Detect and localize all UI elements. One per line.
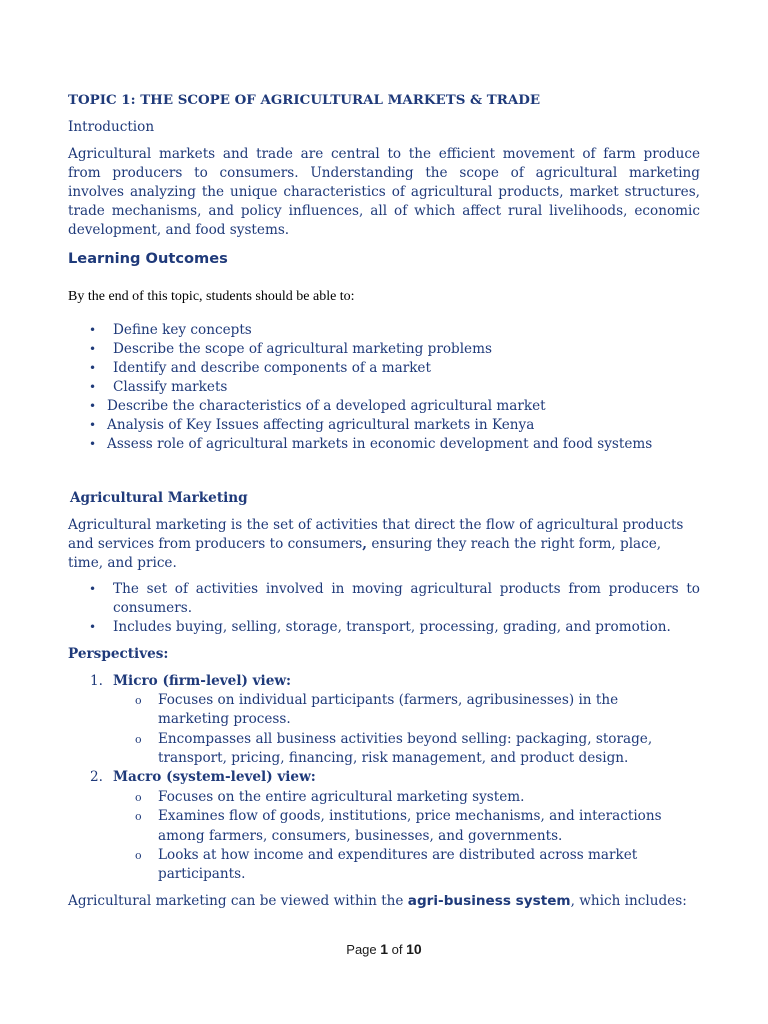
macro-view-label: Macro (system-level) view: [113,769,316,785]
bullet-icon: • [89,418,97,432]
intro-line: development, and food systems. [68,222,290,238]
sub-item: Focuses on individual participants (farmers, agribusinesses) in the [158,692,619,708]
circle-bullet-icon: o [135,694,142,707]
list-number: 1. [90,673,103,689]
list-item: Identify and describe components of a market [113,360,431,376]
sub-item: Focuses on the entire agricultural marketing system. [158,789,525,805]
sub-item: Looks at how income and expenditures are distributed across market [158,847,638,863]
bullet-icon: • [89,582,97,596]
list-number: 2. [90,769,103,785]
bullet-icon: • [89,437,97,451]
circle-bullet-icon: o [135,791,142,804]
bullet-icon: • [89,361,97,375]
intro-line: involves analyzing the unique characteristics of agricultural products, market structures, [68,184,700,200]
definition-line: and services from producers to consumers, ensuring they reach the right form, place, [68,536,662,552]
learning-lead: By the end of this topic, students should be able to: [68,289,355,304]
page-footer: Page 1 of 10 [346,941,422,957]
list-item: Classify markets [113,379,228,395]
intro-line: trade mechanisms, and policy influences, all of which affect rural livelihoods, economic [68,203,700,219]
micro-view-label: Micro (firm-level) view: [113,673,292,689]
list-item: Describe the scope of agricultural marketing problems [113,341,492,357]
circle-bullet-icon: o [135,810,142,823]
sub-item-continuation: among farmers, consumers, businesses, and governments. [158,828,563,844]
list-item: The set of activities involved in moving agricultural products from producers to [113,581,700,597]
agricultural-marketing-heading: Agricultural Marketing [70,490,248,506]
list-item: Define key concepts [113,322,252,338]
sub-item-continuation: participants. [158,866,246,882]
perspectives-label: Perspectives: [68,646,169,662]
list-item: Assess role of agricultural markets in economic development and food systems [107,436,653,452]
page-title: TOPIC 1: THE SCOPE OF AGRICULTURAL MARKETS & TRADE [68,92,541,108]
circle-bullet-icon: o [135,849,142,862]
sub-item-continuation: transport, pricing, financing, risk management, and product design. [158,750,629,766]
bullet-icon: • [89,620,97,634]
bullet-icon: • [89,323,97,337]
list-item-continuation: consumers. [113,600,193,616]
sub-item: Encompasses all business activities beyond selling: packaging, storage, [158,731,653,747]
list-item: Includes buying, selling, storage, transport, processing, grading, and promotion. [113,619,671,635]
list-item: Analysis of Key Issues affecting agricultural markets in Kenya [107,417,535,433]
intro-line: Agricultural markets and trade are central to the efficient movement of farm produce [68,146,700,162]
intro-line: from producers to consumers. Understanding the scope of agricultural marketing [68,165,700,181]
bullet-icon: • [89,342,97,356]
definition-line: Agricultural marketing is the set of activities that direct the flow of agricultural products [68,517,684,533]
learning-outcomes-heading: Learning Outcomes [68,250,228,267]
circle-bullet-icon: o [135,733,142,746]
bullet-icon: • [89,380,97,394]
bullet-icon: • [89,399,97,413]
list-item: Describe the characteristics of a developed agricultural market [107,398,546,414]
sub-item: Examines flow of goods, institutions, price mechanisms, and interactions [158,808,662,824]
intro-heading: Introduction [68,119,155,135]
sub-item-continuation: marketing process. [158,711,291,727]
closing-sentence: Agricultural marketing can be viewed within the agri-business system, which includes: [68,893,687,909]
definition-line: time, and price. [68,555,177,571]
